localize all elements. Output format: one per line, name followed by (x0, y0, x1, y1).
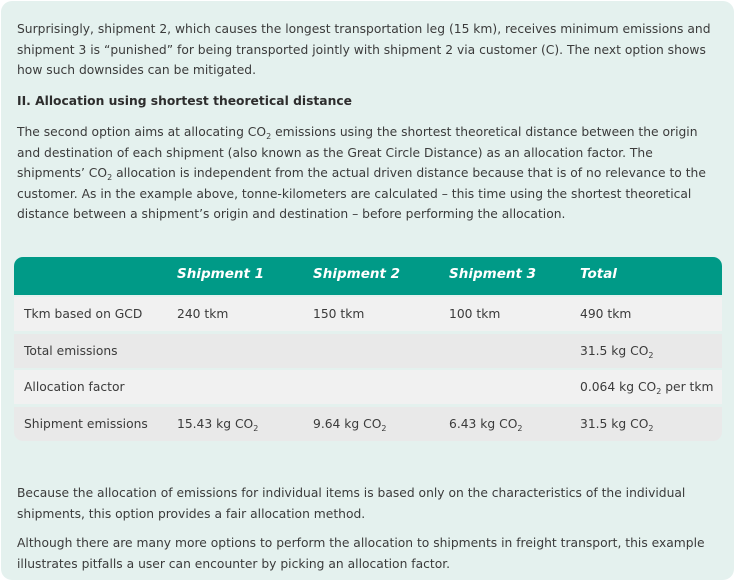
row-label: Shipment emissions (24, 416, 148, 431)
cell-text: 150 tkm (313, 307, 365, 321)
cell-text: 490 tkm (580, 307, 632, 321)
conclusion-paragraph-1: Because the allocation of emissions for individual items is based only on the characteristics of the individual shipments, this option provides a fair allocation method. (17, 486, 686, 521)
row-label: Total emissions (24, 343, 118, 358)
section-heading: II. Allocation using shortest theoretical distance (17, 94, 352, 108)
table-cell (313, 407, 386, 441)
table-cell (580, 370, 713, 404)
subscript: 2 (266, 132, 272, 141)
subscript: 2 (648, 423, 654, 433)
header-total: Total (580, 266, 617, 282)
header-shipment-2: Shipment 2 (313, 266, 401, 282)
description-part-2: emissions using the shortest theoretical distance between the origin and destination of each shipment (also known as the Great Circle Distance) as an allocation factor. The shipments’ CO (17, 125, 698, 180)
content-panel (1, 1, 734, 580)
subscript: 2 (648, 350, 654, 360)
subscript: 2 (517, 423, 523, 433)
row-label: Allocation factor (24, 380, 125, 394)
description-part-3: allocation is independent from the actual driven distance because that is of no relevance to the customer. As in the example above, tonne-kilometers are calculated – this time using the shortest theoretical distance between a shipment’s origin and destination – before performing the allocation. (17, 166, 706, 221)
cell-text: 6.43 kg CO (449, 416, 518, 431)
cell-text: 0.064 kg CO (580, 380, 657, 394)
cell-text: 31.5 kg CO (580, 416, 649, 431)
subscript: 2 (107, 173, 113, 182)
description-part-1: The second option aims at allocating CO (17, 125, 267, 139)
table-cell (177, 407, 258, 441)
cell-text: 240 tkm (177, 307, 229, 321)
cell-text: 31.5 kg CO (580, 343, 649, 358)
table-cell (177, 297, 228, 331)
allocation-table (14, 257, 722, 441)
subscript: 2 (381, 423, 387, 433)
cell-tail: per tkm (661, 380, 714, 394)
header-shipment-3: Shipment 3 (449, 266, 537, 282)
table-cell (313, 297, 364, 331)
table-cell (580, 297, 631, 331)
cell-text: 9.64 kg CO (313, 416, 382, 431)
table-cell (449, 407, 522, 441)
description-paragraph (17, 122, 723, 225)
cell-text: 100 tkm (449, 307, 501, 321)
table-cell (580, 407, 653, 441)
table-body (14, 297, 722, 441)
table-row (14, 370, 722, 404)
table-row (14, 407, 722, 441)
table-row (14, 297, 722, 331)
header-shipment-1: Shipment 1 (177, 266, 265, 282)
table-header-row (14, 257, 722, 295)
table-cell (449, 297, 500, 331)
subscript: 2 (656, 387, 662, 396)
row-label: Tkm based on GCD (24, 307, 143, 321)
cell-text: 15.43 kg CO (177, 416, 254, 431)
table-row (14, 334, 722, 368)
intro-paragraph: Surprisingly, shipment 2, which causes the longest transportation leg (15 km), receives minimum emissions and shipment 3 is “punished” for being transported jointly with shipment 2 via customer (C). The next option shows how such downsides can be mitigated. (17, 22, 711, 77)
conclusion-paragraph-2: Although there are many more options to perform the allocation to shipments in freight transport, this example illustrates pitfalls a user can encounter by picking an allocation factor. (17, 536, 705, 571)
table-cell (580, 334, 653, 368)
subscript: 2 (253, 423, 259, 433)
